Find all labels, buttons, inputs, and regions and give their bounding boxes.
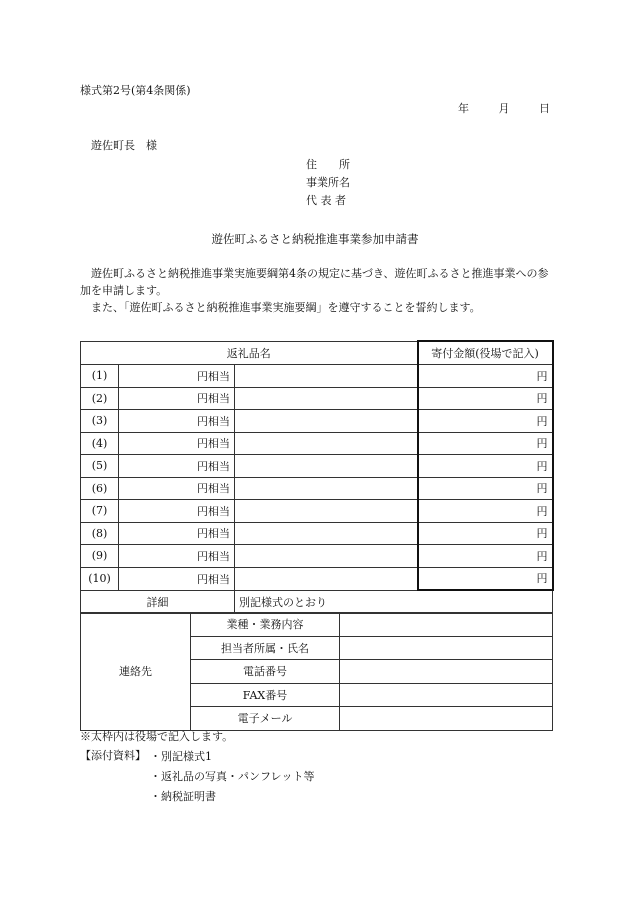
address-label: 住 所 bbox=[306, 158, 350, 171]
gift-row bbox=[81, 410, 553, 433]
representative-label: 代 表 者 bbox=[306, 194, 346, 207]
body-paragraph-2: また、「遊佐町ふるさと納税推進事業実施要綱」を遵守することを誓約します。 bbox=[91, 301, 481, 314]
gift-name-header: 返礼品名 bbox=[81, 341, 418, 365]
gift-row-number: (8) bbox=[81, 522, 119, 545]
footnote: ※太枠内は役場で記入します。 bbox=[80, 730, 234, 743]
attachment-item: ・ 返礼品の写真・パンフレット等 bbox=[150, 767, 314, 787]
contact-field-value[interactable] bbox=[340, 660, 553, 684]
document-title: 遊佐町ふるさと納税推進事業参加申請書 bbox=[211, 232, 419, 246]
donation-amount-cell: 円 bbox=[418, 432, 553, 455]
donation-amount-cell: 円 bbox=[418, 387, 553, 410]
gift-price-cell[interactable]: 円相当 bbox=[119, 500, 235, 523]
gift-row bbox=[81, 455, 553, 478]
contact-table bbox=[80, 612, 553, 731]
gift-name-cell[interactable] bbox=[235, 522, 418, 545]
gift-row-number: (9) bbox=[81, 545, 119, 568]
contact-field-label: 電子メール bbox=[191, 707, 340, 731]
attachment-item: ・ 別記様式1 bbox=[150, 747, 314, 767]
gift-row bbox=[81, 387, 553, 410]
date-day: 日 bbox=[539, 102, 550, 115]
gift-row bbox=[81, 365, 553, 388]
contact-field-label: 担当者所属・氏名 bbox=[191, 636, 340, 660]
gift-row-number: (6) bbox=[81, 477, 119, 500]
contact-field-value[interactable] bbox=[340, 683, 553, 707]
donation-amount-header: 寄付金額(役場で記入) bbox=[418, 341, 553, 365]
gift-row-number: (10) bbox=[81, 567, 119, 590]
gift-name-cell[interactable] bbox=[235, 432, 418, 455]
donation-amount-cell: 円 bbox=[418, 522, 553, 545]
date-year: 年 bbox=[458, 102, 469, 115]
donation-amount-cell: 円 bbox=[418, 500, 553, 523]
detail-label: 詳細 bbox=[81, 590, 235, 614]
gift-price-cell[interactable]: 円相当 bbox=[119, 387, 235, 410]
gift-row-number: (2) bbox=[81, 387, 119, 410]
gift-price-cell[interactable]: 円相当 bbox=[119, 522, 235, 545]
donation-amount-cell: 円 bbox=[418, 365, 553, 388]
gift-row bbox=[81, 432, 553, 455]
contact-field-label: FAX番号 bbox=[191, 683, 340, 707]
attachments-list bbox=[150, 747, 314, 807]
donation-amount-cell: 円 bbox=[418, 567, 553, 590]
body-text bbox=[80, 265, 552, 316]
addressee: 遊佐町長 様 bbox=[91, 139, 157, 152]
donation-amount-cell: 円 bbox=[418, 477, 553, 500]
gift-price-cell[interactable]: 円相当 bbox=[119, 477, 235, 500]
form-number: 様式第2号(第4条関係) bbox=[80, 84, 191, 97]
gift-price-cell[interactable]: 円相当 bbox=[119, 567, 235, 590]
donation-amount-cell: 円 bbox=[418, 410, 553, 433]
gift-name-cell[interactable] bbox=[235, 365, 418, 388]
gift-table-header-row bbox=[81, 341, 553, 365]
gift-name-cell[interactable] bbox=[235, 500, 418, 523]
gift-row-number: (5) bbox=[81, 455, 119, 478]
contact-group-label: 連絡先 bbox=[81, 613, 191, 731]
gift-price-cell[interactable]: 円相当 bbox=[119, 455, 235, 478]
date-line bbox=[458, 100, 550, 116]
gift-name-cell[interactable] bbox=[235, 410, 418, 433]
detail-row bbox=[81, 590, 553, 614]
gift-row-number: (3) bbox=[81, 410, 119, 433]
gift-row bbox=[81, 477, 553, 500]
gift-name-cell[interactable] bbox=[235, 567, 418, 590]
gift-name-cell[interactable] bbox=[235, 387, 418, 410]
contact-field-value[interactable] bbox=[340, 707, 553, 731]
contact-row bbox=[81, 613, 553, 637]
gift-name-cell[interactable] bbox=[235, 477, 418, 500]
applicant-block bbox=[306, 156, 350, 210]
contact-field-label: 電話番号 bbox=[191, 660, 340, 684]
donation-amount-cell: 円 bbox=[418, 545, 553, 568]
gift-name-cell[interactable] bbox=[235, 455, 418, 478]
attachments-label: 【添付資料】 bbox=[80, 749, 146, 762]
gift-price-cell[interactable]: 円相当 bbox=[119, 410, 235, 433]
gift-price-cell[interactable]: 円相当 bbox=[119, 432, 235, 455]
gift-row bbox=[81, 567, 553, 590]
contact-field-label: 業種・業務内容 bbox=[191, 613, 340, 637]
gift-row-number: (7) bbox=[81, 500, 119, 523]
gift-row bbox=[81, 500, 553, 523]
date-month: 月 bbox=[498, 102, 510, 115]
contact-field-value[interactable] bbox=[340, 613, 553, 637]
gift-row bbox=[81, 522, 553, 545]
gift-row bbox=[81, 545, 553, 568]
gift-price-cell[interactable]: 円相当 bbox=[119, 365, 235, 388]
body-paragraph-1: 遊佐町ふるさと納税推進事業実施要綱第4条の規定に基づき、遊佐町ふるさと推進事業への参加を申請します。 bbox=[80, 267, 549, 297]
gift-row-number: (1) bbox=[81, 365, 119, 388]
gift-row-number: (4) bbox=[81, 432, 119, 455]
contact-field-value[interactable] bbox=[340, 636, 553, 660]
gift-table bbox=[80, 340, 554, 614]
detail-value: 別記様式のとおり bbox=[235, 590, 553, 614]
business-name-label: 事業所名 bbox=[306, 176, 350, 189]
donation-amount-cell: 円 bbox=[418, 455, 553, 478]
gift-price-cell[interactable]: 円相当 bbox=[119, 545, 235, 568]
gift-name-cell[interactable] bbox=[235, 545, 418, 568]
attachment-item: ・ 納税証明書 bbox=[150, 787, 314, 807]
